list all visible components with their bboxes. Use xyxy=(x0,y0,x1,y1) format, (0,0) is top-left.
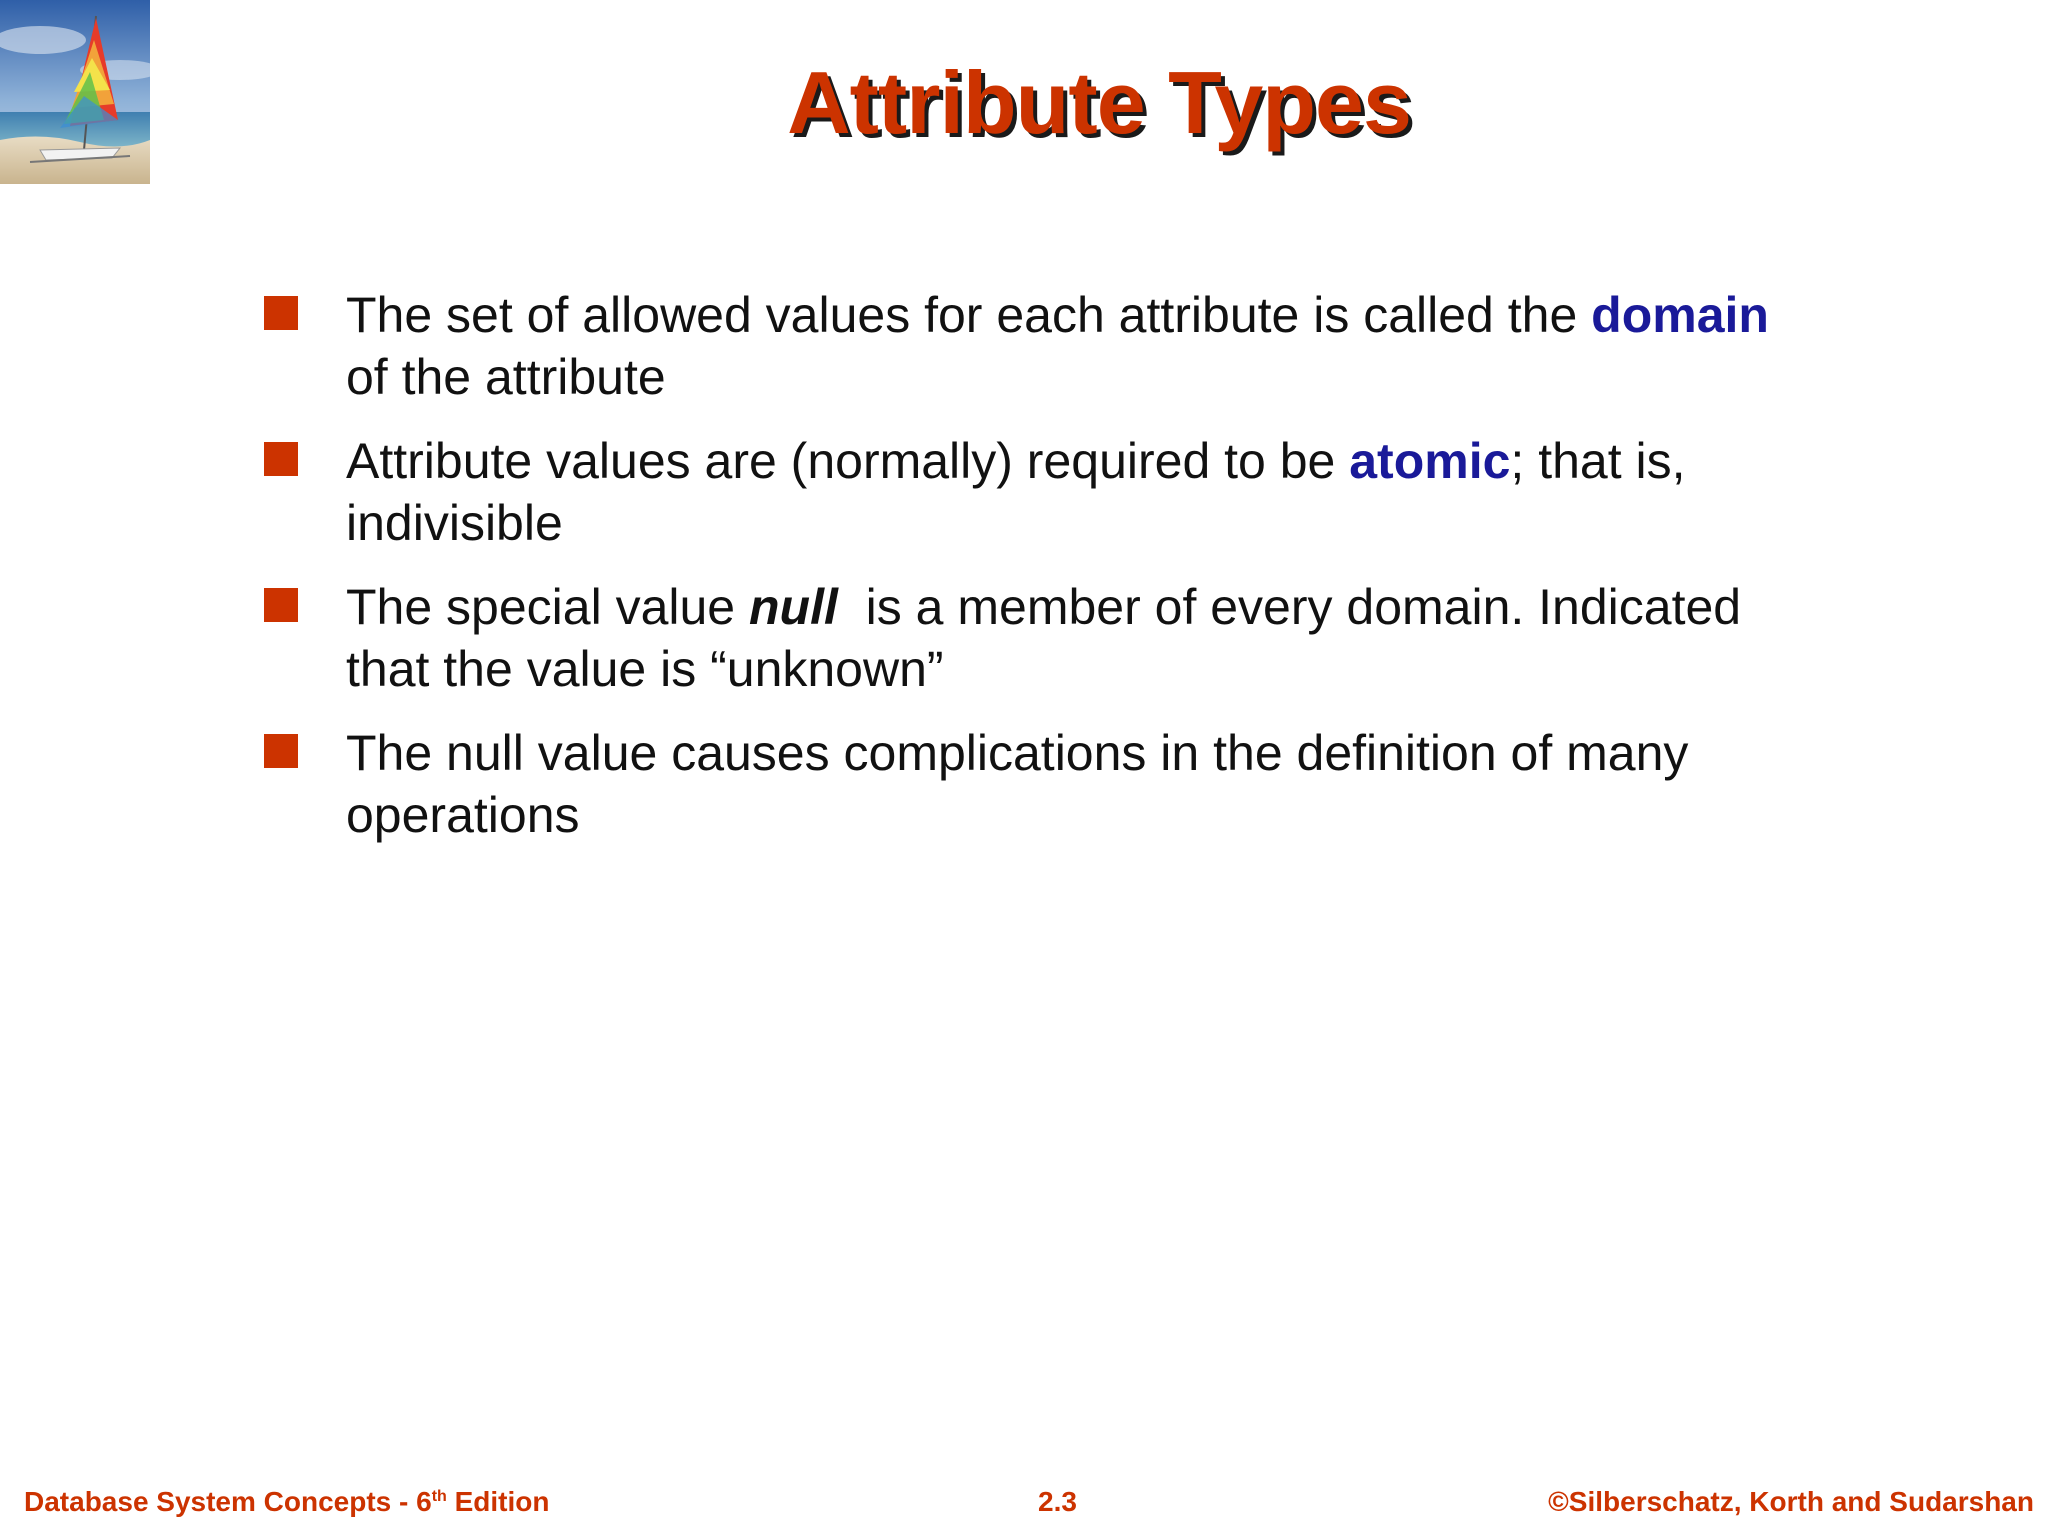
footer-copyright: ©Silberschatz, Korth and Sudarshan xyxy=(1548,1486,2034,1517)
bullet-text: The special value xyxy=(346,579,750,635)
bullet-text: The null value causes complications in the definition of many operations xyxy=(346,725,1689,843)
bullet-item-atomic xyxy=(264,430,1824,554)
bullet-square-icon xyxy=(264,442,298,476)
term-domain: domain xyxy=(1591,287,1769,343)
term-atomic: atomic xyxy=(1349,433,1511,489)
bullet-text: ; that is, indivisible xyxy=(346,433,1686,551)
bullet-item-domain xyxy=(264,284,1824,408)
bullet-item-null xyxy=(264,576,1824,700)
slide-footer xyxy=(0,1476,2048,1536)
footer-page-number: 2.3 xyxy=(1038,1486,1077,1517)
bullet-square-icon xyxy=(264,296,298,330)
bullet-list xyxy=(264,284,1824,868)
bullet-text: The set of allowed values for each attribute is called the xyxy=(346,287,1592,343)
slide-title: Attribute Types xyxy=(787,53,1411,152)
footer-book-sup: th xyxy=(431,1488,447,1505)
term-null: null xyxy=(749,579,838,635)
bullet-item-complications xyxy=(264,722,1824,846)
footer-book-title xyxy=(24,1486,549,1518)
bullet-square-icon xyxy=(264,588,298,622)
footer-book-prefix: Database System Concepts - 6 xyxy=(24,1486,432,1517)
footer-book-suffix: Edition xyxy=(446,1486,550,1517)
bullet-text: of the attribute xyxy=(346,349,666,405)
bullet-square-icon xyxy=(264,734,298,768)
bullet-text: Attribute values are (normally) required to be xyxy=(346,433,1350,489)
bullet-text: is a member of every domain. Indicated that the value is “unknown” xyxy=(346,579,1755,697)
